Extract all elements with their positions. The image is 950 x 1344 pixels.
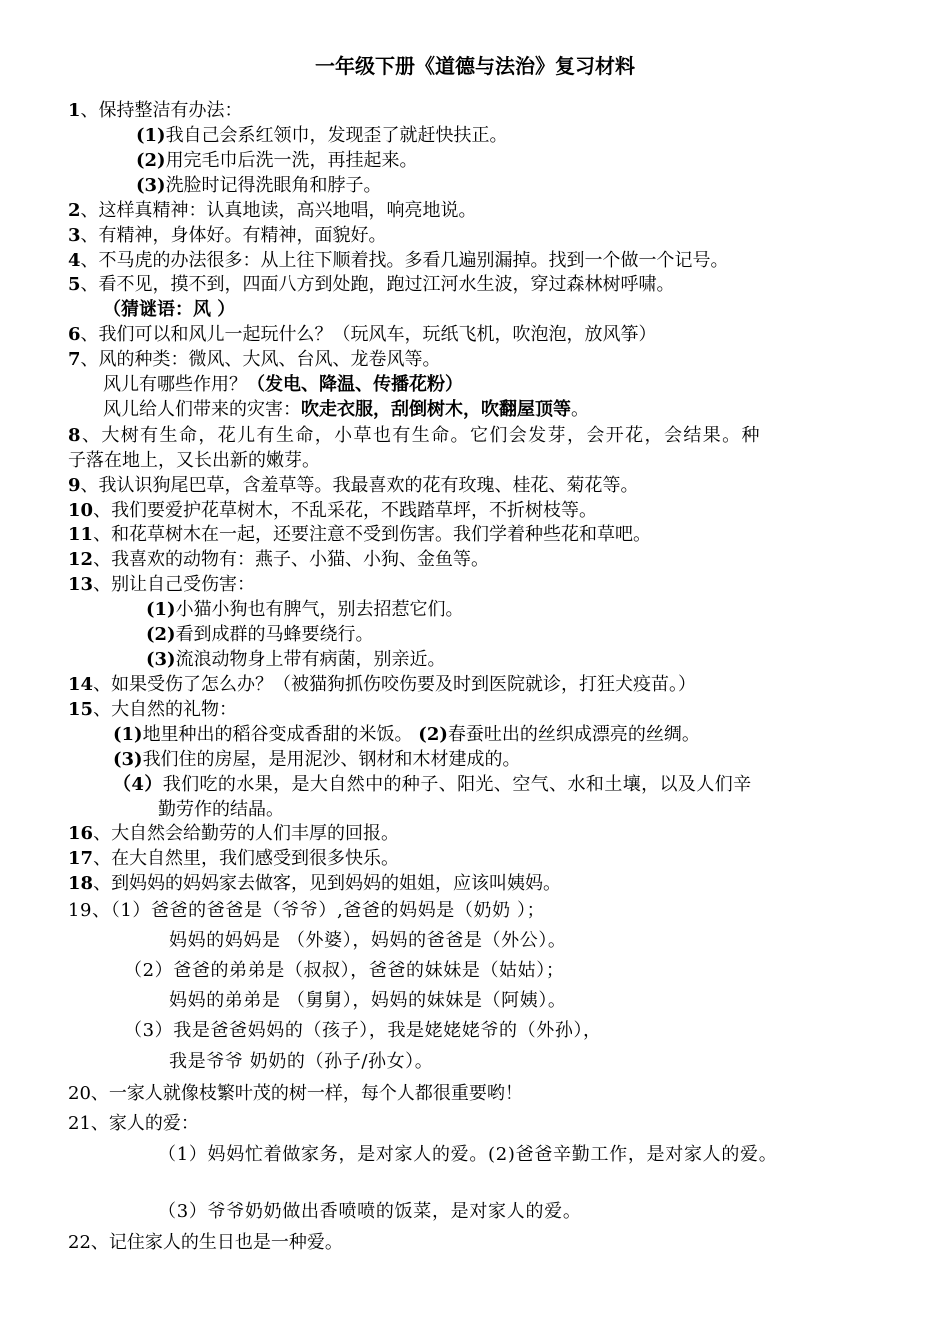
item-number: 14 <box>68 674 94 695</box>
sub-item <box>136 149 418 173</box>
item-8-continued: 子落在地上，又长出新的嫩芽。 <box>68 450 320 471</box>
item-7 <box>68 348 441 372</box>
item-separator: 、 <box>93 873 112 894</box>
wind-disasters-tail: 。 <box>571 399 589 420</box>
item-21 <box>68 1112 199 1136</box>
item-separator: 、 <box>93 549 112 570</box>
sub-item <box>146 623 374 647</box>
item-text: 家人的爱： <box>108 1113 199 1134</box>
wind-disasters <box>103 398 589 422</box>
item-6 <box>68 323 657 347</box>
wind-disasters-question: 风儿给人们带来的灾害： <box>103 399 301 420</box>
item-number: 1 <box>68 100 81 121</box>
item-separator: 、 <box>80 274 99 295</box>
sub-item <box>146 648 446 672</box>
item-text: 记住家人的生日也是一种爱。 <box>108 1232 343 1253</box>
item-16 <box>68 822 399 846</box>
item-17 <box>68 847 399 871</box>
family-line: （3）我是爸爸妈妈的（孩子），我是姥姥姥爷的（外孙）， <box>124 1020 602 1041</box>
item-number: 15 <box>68 699 94 720</box>
item-separator: 、 <box>90 1113 109 1134</box>
item-separator: 、 <box>81 425 102 446</box>
wind-uses-answer: （发电、降温、传播花粉） <box>247 374 463 395</box>
family-line: 妈妈的妈妈是 （外婆），妈妈的爸爸是（外公）。 <box>169 930 567 951</box>
sub-item <box>113 723 700 747</box>
item-10 <box>68 499 597 523</box>
item-separator: 、 <box>93 699 112 720</box>
item-number: 16 <box>68 823 94 844</box>
item-2 <box>68 199 477 223</box>
item-text: 我们可以和风儿一起玩什么？（玩风车，玩纸飞机，吹泡泡，放风筝） <box>98 324 657 345</box>
sub-text: 我们吃的水果，是大自然中的种子、阳光、空气、水和土壤，以及人们辛 <box>162 774 752 795</box>
item-14 <box>68 673 696 697</box>
sub-number: (2) <box>146 624 176 645</box>
item-separator: 、 <box>92 900 111 921</box>
item-number: 13 <box>68 574 94 595</box>
item-separator: 、 <box>80 349 99 370</box>
item-separator: 、 <box>90 1083 109 1104</box>
item-text: 我们要爱护花草树木，不乱采花，不践踏草坪，不折树枝等。 <box>111 500 598 521</box>
item-separator: 、 <box>93 500 112 521</box>
item-text: 一家人就像枝繁叶茂的树一样，每个人都很重要哟！ <box>108 1083 523 1104</box>
family-line: （2）爸爸的弟弟是（叔叔），爸爸的妹妹是（姑姑）； <box>124 960 565 981</box>
wind-uses-question: 风儿有哪些作用？ <box>103 374 247 395</box>
item-separator: 、 <box>93 524 112 545</box>
item-number: 7 <box>68 349 81 370</box>
item-19 <box>68 899 545 923</box>
item-text: 大树有生命，花儿有生命，小草也有生命。它们会发芽，会开花，会结果。种 <box>101 425 761 446</box>
item-text: 和花草树木在一起，还要注意不受到伤害。我们学着种些花和草吧。 <box>111 524 652 545</box>
sub-text: 小猫小狗也有脾气，别去招惹它们。 <box>175 599 464 620</box>
riddle-answer: （猜谜语：风 ） <box>103 299 236 320</box>
family-line: 妈妈的弟弟是 （舅舅），妈妈的妹妹是（阿姨）。 <box>169 990 567 1011</box>
item-1 <box>68 99 243 123</box>
item-number: 17 <box>68 848 94 869</box>
item-number: 22 <box>68 1232 91 1253</box>
item-separator: 、 <box>80 100 99 121</box>
item-number: 21 <box>68 1113 91 1134</box>
item-number: 10 <box>68 500 94 521</box>
sub-text: 看到成群的马蜂要绕行。 <box>175 624 374 645</box>
item-text: 我喜欢的动物有：燕子、小猫、小狗、金鱼等。 <box>111 549 490 570</box>
item-15 <box>68 698 237 722</box>
sub-number: (3) <box>113 749 143 770</box>
sub-text: 地里种出的稻谷变成香甜的米饭。 <box>142 724 419 745</box>
sub-text: 我们住的房屋，是用泥沙、钢材和木材建成的。 <box>142 749 521 770</box>
family-love-line: （1）妈妈忙着做家务，是对家人的爱。(2)爸爸辛勤工作，是对家人的爱。 <box>158 1144 778 1165</box>
item-separator: 、 <box>93 823 112 844</box>
item-separator: 、 <box>93 674 112 695</box>
item-text: 在大自然里，我们感受到很多快乐。 <box>111 848 400 869</box>
item-number: 19 <box>68 900 93 921</box>
item-4 <box>68 249 729 273</box>
item-text: 有精神，身体好。有精神，面貌好。 <box>98 225 387 246</box>
item-8 <box>68 424 761 448</box>
item-11 <box>68 523 651 547</box>
sub-item <box>146 598 464 622</box>
item-number: 6 <box>68 324 81 345</box>
item-22 <box>68 1231 343 1255</box>
document-title: 一年级下册《道德与法治》复习材料 <box>315 54 635 78</box>
item-text: 不马虎的办法很多：从上往下顺着找。多看几遍别漏掉。找到一个做一个记号。 <box>98 250 729 271</box>
sub-item <box>113 748 521 772</box>
item-number: 18 <box>68 873 94 894</box>
sub-number: （4） <box>113 774 163 795</box>
item-9 <box>68 474 639 498</box>
sub-number: (1) <box>136 125 166 146</box>
family-love-line: （3）爷爷奶奶做出香喷喷的饭菜，是对家人的爱。 <box>158 1201 582 1222</box>
item-separator: 、 <box>93 574 112 595</box>
item-12 <box>68 548 489 572</box>
sub-number: (3) <box>136 175 166 196</box>
item-separator: 、 <box>80 250 99 271</box>
item-text: 到妈妈的妈妈家去做客，见到妈妈的姐姐，应该叫姨妈。 <box>111 873 562 894</box>
item-separator: 、 <box>80 200 99 221</box>
sub-text: 用完毛巾后洗一洗，再挂起来。 <box>165 150 418 171</box>
sub-text: 我自己会系红领巾，发现歪了就赶快扶正。 <box>165 125 508 146</box>
item-text: 风的种类：微风、大风、台风、龙卷风等。 <box>98 349 441 370</box>
sub-number: (2) <box>418 724 448 745</box>
item-text: 保持整洁有办法： <box>98 100 243 121</box>
item-5 <box>68 273 675 297</box>
item-number: 2 <box>68 200 81 221</box>
item-text: 如果受伤了怎么办？（被猫狗抓伤咬伤要及时到医院就诊，打狂犬疫苗。） <box>111 674 697 695</box>
item-number: 11 <box>68 524 94 545</box>
item-separator: 、 <box>80 475 99 496</box>
family-line: 我是爷爷 奶奶的（孙子/孙女）。 <box>169 1051 434 1072</box>
sub-item <box>136 174 382 198</box>
item-text: 大自然的礼物： <box>111 699 238 720</box>
item-text: 别让自己受伤害： <box>111 574 256 595</box>
item-separator: 、 <box>80 324 99 345</box>
sub-number: (1) <box>146 599 176 620</box>
item-18 <box>68 872 561 896</box>
item-separator: 、 <box>80 225 99 246</box>
sub-item <box>136 124 508 148</box>
item-20 <box>68 1082 523 1106</box>
sub-text: 流浪动物身上带有病菌，别亲近。 <box>175 649 446 670</box>
sub-number: (3) <box>146 649 176 670</box>
item-number: 12 <box>68 549 94 570</box>
item-text: 这样真精神：认真地读，高兴地唱，响亮地说。 <box>98 200 477 221</box>
item-13 <box>68 573 255 597</box>
item-separator: 、 <box>93 848 112 869</box>
item-number: 5 <box>68 274 81 295</box>
sub-text: 春蚕吐出的丝织成漂亮的丝绸。 <box>447 724 700 745</box>
item-number: 3 <box>68 225 81 246</box>
item-separator: 、 <box>90 1232 109 1253</box>
item-number: 8 <box>68 425 82 446</box>
item-number: 9 <box>68 475 81 496</box>
sub-number: (1) <box>113 724 143 745</box>
sub-text: 洗脸时记得洗眼角和脖子。 <box>165 175 382 196</box>
wind-uses <box>103 373 463 397</box>
item-text: 看不见，摸不到，四面八方到处跑，跑过江河水生波，穿过森林树呼啸。 <box>98 274 675 295</box>
wind-disasters-answer: 吹走衣服，刮倒树木，吹翻屋顶等 <box>301 399 571 420</box>
item-text: （1）爸爸的爸爸是（爷爷）,爸爸的妈妈是（奶奶 ）； <box>110 900 546 921</box>
sub-number: (2) <box>136 150 166 171</box>
item-3 <box>68 224 387 248</box>
item-text: 我认识狗尾巴草，含羞草等。我最喜欢的花有玫瑰、桂花、菊花等。 <box>98 475 639 496</box>
item-number: 20 <box>68 1083 91 1104</box>
sub-item-continued: 勤劳作的结晶。 <box>158 799 284 820</box>
sub-item <box>113 773 752 797</box>
item-number: 4 <box>68 250 81 271</box>
item-text: 大自然会给勤劳的人们丰厚的回报。 <box>111 823 400 844</box>
